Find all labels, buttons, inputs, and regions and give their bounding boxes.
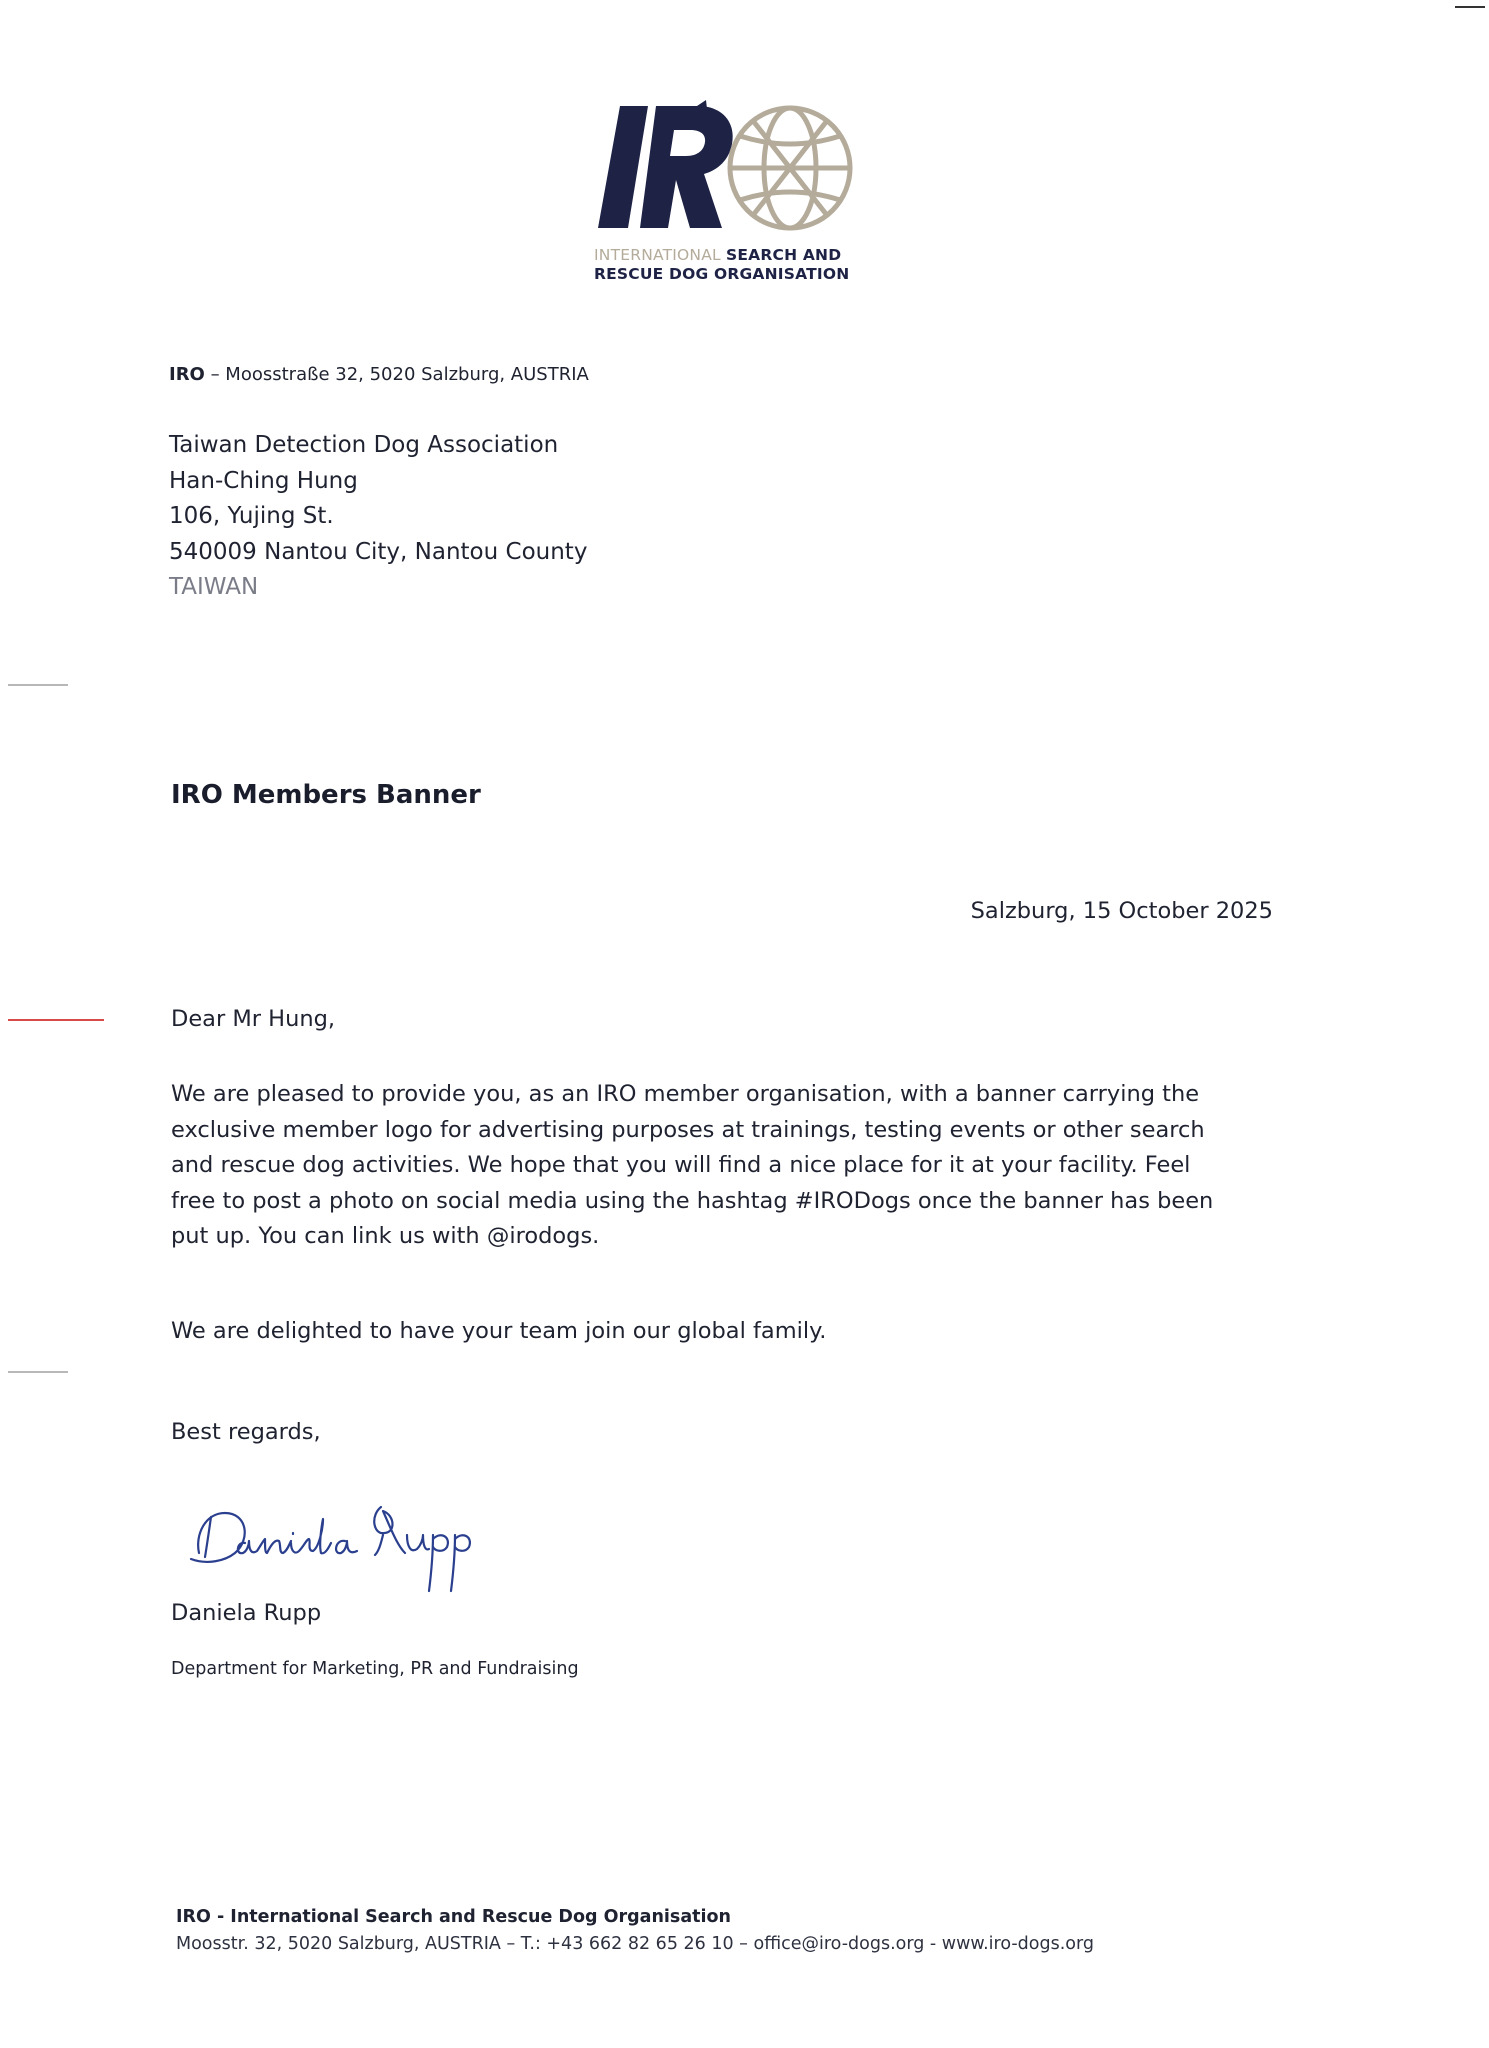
footer-org-name: IRO - International Search and Rescue Dog Organisation bbox=[176, 1907, 731, 1927]
body-line: We are pleased to provide you, as an IRO member organisation, with a banner carrying the bbox=[171, 1081, 1200, 1107]
recipient-line: 106, Yujing St. bbox=[169, 503, 334, 529]
handwritten-signature bbox=[185, 1495, 495, 1600]
body-line: and rescue dog activities. We hope that you will find a nice place for it at your facility. Feel bbox=[171, 1152, 1191, 1178]
signer-department: Department for Marketing, PR and Fundraising bbox=[171, 1659, 579, 1679]
sender-org: IRO bbox=[169, 364, 205, 385]
salutation: Dear Mr Hung, bbox=[171, 1006, 336, 1032]
fold-mark bbox=[8, 684, 68, 686]
body-line: free to post a photo on social media using the hashtag #IRODogs once the banner has been bbox=[171, 1187, 1214, 1214]
scan-mark bbox=[1455, 6, 1485, 8]
iro-logo bbox=[594, 100, 864, 285]
logo-text-search-and: SEARCH AND bbox=[726, 246, 842, 264]
recipient-address bbox=[169, 428, 587, 606]
regards: Best regards, bbox=[171, 1419, 321, 1445]
closing-paragraph: We are delighted to have your team join our global family. bbox=[171, 1318, 827, 1344]
logo-wordmark bbox=[594, 246, 874, 284]
body-line: exclusive member logo for advertising purposes at trainings, testing events or other search bbox=[171, 1116, 1205, 1143]
recipient-country: TAIWAN bbox=[169, 574, 259, 600]
logo-text-international: INTERNATIONAL bbox=[594, 246, 721, 264]
letter-footer bbox=[176, 1904, 1094, 1958]
sender-line bbox=[169, 364, 589, 385]
letter-date: Salzburg, 15 October 2025 bbox=[970, 898, 1273, 924]
recipient-line: 540009 Nantou City, Nantou County bbox=[169, 538, 588, 565]
signer-name: Daniela Rupp bbox=[171, 1600, 322, 1626]
footer-contact: Moosstr. 32, 5020 Salzburg, AUSTRIA – T.: +43 662 82 65 26 10 – office@iro-dogs.org - www.iro-dogs.org bbox=[176, 1934, 1094, 1954]
body-paragraph bbox=[171, 1077, 1281, 1255]
logo-text-rescue-dog: RESCUE DOG ORGANISATION bbox=[594, 265, 850, 283]
recipient-line: Taiwan Detection Dog Association bbox=[169, 432, 559, 458]
fold-mark bbox=[8, 1371, 68, 1373]
recipient-line: Han-Ching Hung bbox=[169, 467, 358, 494]
body-line: put up. You can link us with @irodogs. bbox=[171, 1223, 600, 1249]
fold-mark-red bbox=[8, 1019, 104, 1021]
letter-subject: IRO Members Banner bbox=[171, 780, 481, 810]
sender-address: – Moosstraße 32, 5020 Salzburg, AUSTRIA bbox=[204, 364, 589, 385]
iro-logo-mark bbox=[594, 100, 864, 240]
